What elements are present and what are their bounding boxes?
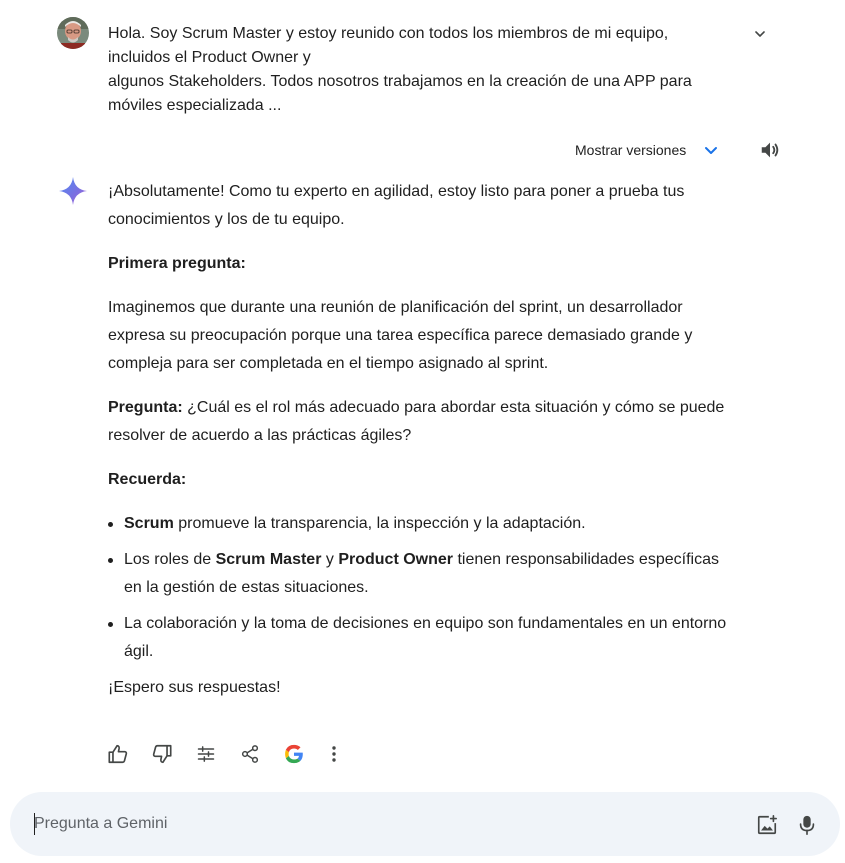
tune-icon (196, 744, 216, 764)
question-text: ¿Cuál es el rol más adecuado para abordar esta situación y cómo se puede resolver de acuerdo a las prácticas ágiles? (108, 399, 725, 444)
gemini-response (108, 178, 738, 718)
gemini-spark-icon (58, 176, 88, 206)
mic-icon (797, 814, 817, 836)
text-caret (34, 813, 35, 835)
response-closing: ¡Espero sus respuestas! (108, 679, 281, 696)
item-text: tienen responsabilidades específicas en la gestión de estas situaciones. (124, 551, 719, 596)
double-check-button[interactable] (280, 740, 308, 768)
microphone-button[interactable] (794, 812, 820, 838)
thumb-down-icon (151, 743, 173, 765)
item-text: promueve la transparencia, la inspección y la adaptación. (173, 515, 586, 532)
upload-image-button[interactable] (754, 812, 780, 838)
response-heading (108, 466, 738, 494)
user-avatar (57, 17, 89, 49)
item-text: La colaboración y la toma de decisiones en equipo son fundamentales en un entorno ágil. (124, 615, 727, 660)
chevron-down-icon (702, 141, 720, 159)
show-versions-label: Mostrar versiones (575, 142, 687, 158)
share-icon (240, 744, 260, 764)
prompt-input[interactable] (34, 812, 714, 836)
bold-term: Scrum Master (215, 551, 322, 568)
response-actions (104, 740, 344, 768)
share-button[interactable] (236, 740, 264, 768)
response-question (108, 394, 738, 450)
modify-response-button[interactable] (192, 740, 220, 768)
heading-text: Primera pregunta: (108, 255, 246, 272)
prompt-line: móviles especializada ... (108, 97, 282, 114)
more-vert-icon (331, 745, 337, 763)
list-item (108, 510, 738, 538)
question-label: Pregunta: (108, 399, 183, 416)
add-image-icon (756, 814, 778, 836)
more-options-button[interactable] (324, 740, 344, 768)
item-text: y (321, 551, 339, 568)
reminder-list (108, 510, 738, 666)
google-g-icon (283, 743, 305, 765)
thumb-up-icon (107, 743, 129, 765)
item-text: Los roles de (124, 551, 216, 568)
response-intro: ¡Absolutamente! Como tu experto en agilidad, estoy listo para poner a prueba tus conocimientos y los de tu equipo. (108, 183, 685, 228)
expand-prompt-button[interactable] (748, 22, 772, 46)
speaker-icon (759, 139, 781, 161)
heading-text: Recuerda: (108, 471, 187, 488)
like-button[interactable] (104, 740, 132, 768)
response-scenario: Imaginemos que durante una reunión de planificación del sprint, un desarrollador expresa su preocupación porque una tarea específica parece demasiado grande y compleja para ser completada en el tiempo asignado al sprint. (108, 299, 693, 372)
bold-term: Scrum (124, 515, 174, 532)
prompt-input-bar (10, 792, 840, 856)
prompt-line: algunos Stakeholders. Todos nosotros trabajamos en la creación de una APP para (108, 73, 692, 90)
response-heading (108, 250, 738, 278)
bold-term: Product Owner (338, 551, 454, 568)
user-prompt (108, 22, 728, 118)
chevron-down-icon (753, 27, 767, 41)
list-item (108, 546, 738, 602)
prompt-line: incluidos el Product Owner y (108, 49, 311, 66)
dislike-button[interactable] (148, 740, 176, 768)
prompt-line: Hola. Soy Scrum Master y estoy reunido con todos los miembros de mi equipo, (108, 25, 669, 42)
show-versions-button[interactable] (575, 138, 720, 162)
list-item (108, 610, 738, 666)
read-aloud-button[interactable] (758, 138, 782, 162)
